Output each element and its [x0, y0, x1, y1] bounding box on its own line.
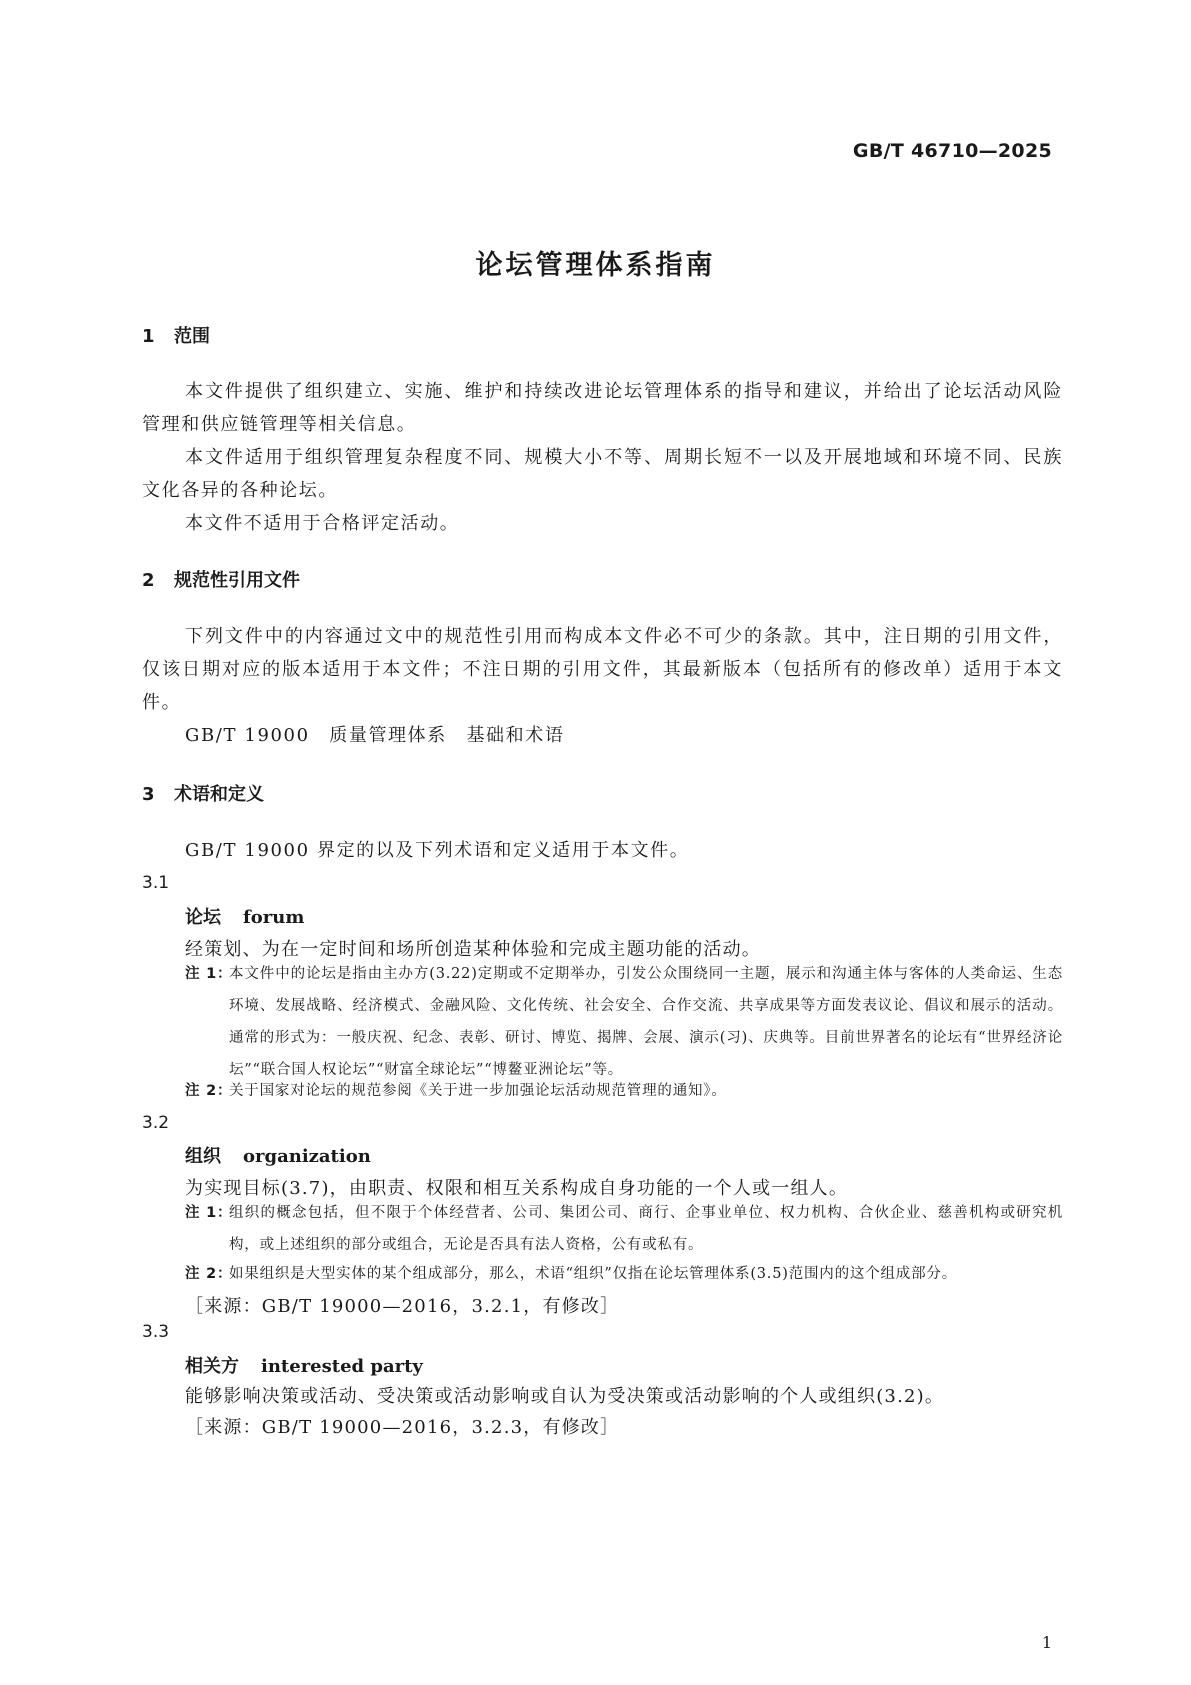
note-label: 注 1： [185, 966, 233, 982]
clause-number: 3.3 [142, 1322, 170, 1342]
section-number: 1 [142, 326, 155, 347]
note-label: 注 2： [185, 1083, 233, 1099]
term-definition: 经策划、为在一定时间和场所创造某种体验和完成主题功能的活动。 [185, 939, 761, 960]
term-definition: 为实现目标(3.7)，由职责、权限和相互关系构成自身功能的一个人或一组人。 [185, 1178, 849, 1199]
term-interested-party [185, 1352, 423, 1378]
term-definition: 能够影响决策或活动、受决策或活动影响或自认为受决策或活动影响的个人或组织(3.2)。 [185, 1386, 945, 1407]
clause-number: 3.2 [142, 1113, 170, 1133]
term-en: organization [243, 1146, 371, 1167]
section-2-body [142, 620, 1063, 752]
note [185, 1197, 1063, 1261]
normative-reference: GB/T 19000 质量管理体系 基础和术语 [185, 725, 565, 746]
note-label: 注 1： [185, 1205, 233, 1221]
paragraph: GB/T 19000 界定的以及下列术语和定义适用于本文件。 [185, 840, 690, 861]
paragraph: 下列文件中的内容通过文中的规范性引用而构成本文件必不可少的条款。其中，注日期的引用文件，仅该日期对应的版本适用于本文件；不注日期的引用文件，其最新版本（包括所有的修改单）适用于本文件。 [142, 626, 1063, 713]
section-title: 规范性引用文件 [174, 570, 300, 591]
section-1-heading [142, 322, 210, 348]
section-title: 范围 [174, 326, 210, 347]
section-3-intro [142, 834, 1063, 867]
page-number: 1 [1041, 1633, 1052, 1652]
paragraph: 本文件不适用于合格评定活动。 [185, 513, 460, 534]
term-source: ［来源：GB/T 19000—2016，3.2.1，有修改］ [185, 1296, 620, 1317]
note-label: 注 2： [185, 1266, 233, 1282]
note [185, 958, 1063, 1086]
section-3-heading [142, 780, 264, 806]
clause-number: 3.1 [142, 873, 170, 893]
note-text: 本文件中的论坛是指由主办方(3.22)定期或不定期举办，引发公众围绕同一主题，展示和沟通主体与客体的人类命运、生态环境、发展战略、经济模式、金融风险、文化传统、社会安全、合作交流、共享成果等方面发表议论、倡议和展示的活动。通常的形式为：一般庆祝、纪念、表彰、研讨、博览、揭牌、会展、演示(习)、庆典等。目前世界著名的论坛有“世界经济论坛”“联合国人权论坛”“财富全球论坛”“博鳌亚洲论坛”等。 [229, 966, 1063, 1078]
section-1-body [142, 375, 1063, 540]
note [185, 1075, 1063, 1107]
note-text: 如果组织是大型实体的某个组成部分，那么，术语“组织”仅指在论坛管理体系(3.5)范围内的这个组成部分。 [229, 1266, 957, 1282]
note [185, 1258, 1063, 1290]
paragraph: 本文件适用于组织管理复杂程度不同、规模大小不等、周期长短不一以及开展地域和环境不同、民族文化各异的各种论坛。 [142, 447, 1063, 501]
standard-code: GB/T 46710—2025 [852, 140, 1052, 162]
note-text: 组织的概念包括，但不限于个体经营者、公司、集团公司、商行、企事业单位、权力机构、合伙企业、慈善机构或研究机构，或上述组织的部分或组合，无论是否具有法人资格，公有或私有。 [229, 1205, 1063, 1253]
term-en: forum [243, 907, 305, 928]
section-2-heading [142, 566, 300, 592]
term-zh: 组织 [185, 1146, 221, 1167]
term-forum [185, 903, 304, 929]
section-number: 3 [142, 784, 155, 805]
term-zh: 相关方 [185, 1356, 239, 1377]
section-title: 术语和定义 [174, 784, 264, 805]
term-organization [185, 1142, 371, 1168]
note-text: 关于国家对论坛的规范参阅《关于进一步加强论坛活动规范管理的通知》。 [229, 1083, 727, 1099]
document-title: 论坛管理体系指南 [475, 250, 716, 281]
term-source: ［来源：GB/T 19000—2016，3.2.3，有修改］ [185, 1417, 620, 1438]
term-en: interested party [261, 1356, 423, 1377]
section-number: 2 [142, 570, 155, 591]
paragraph: 本文件提供了组织建立、实施、维护和持续改进论坛管理体系的指导和建议，并给出了论坛活动风险管理和供应链管理等相关信息。 [142, 381, 1063, 435]
term-zh: 论坛 [185, 907, 221, 928]
